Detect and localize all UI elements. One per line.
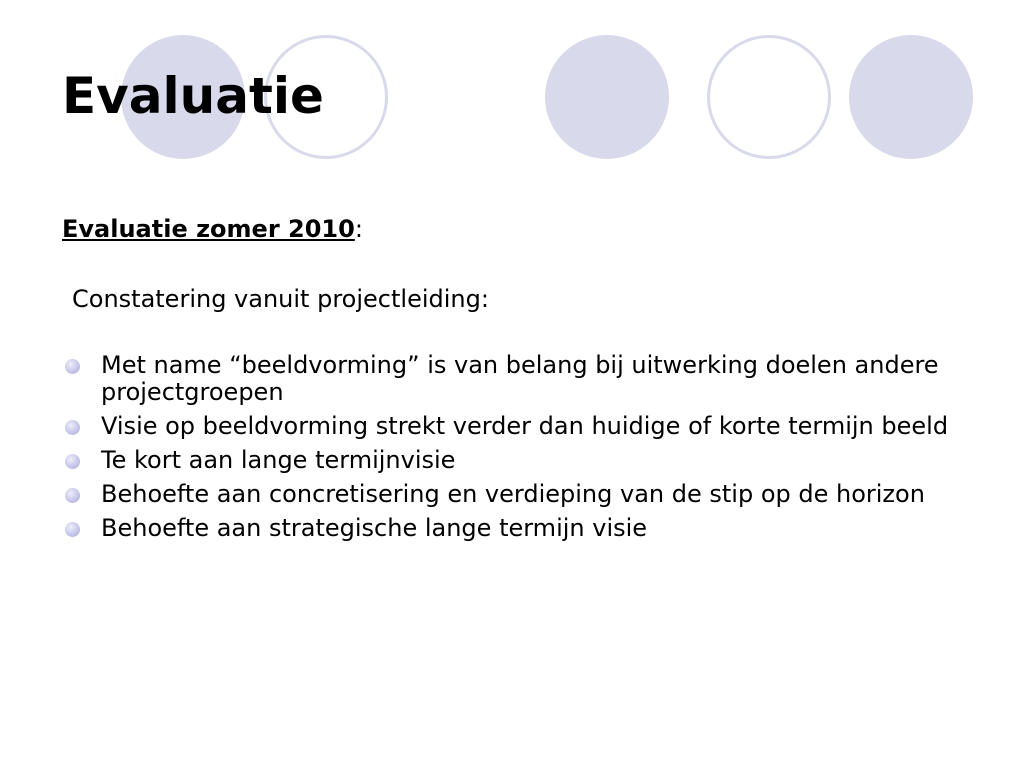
decorative-circle-filled — [849, 35, 973, 159]
bullet-item — [62, 447, 992, 474]
slide-title: Evaluatie — [62, 67, 324, 125]
bullet-text: Behoefte aan concretisering en verdieping van de stip op de horizon — [101, 480, 925, 508]
bullet-item — [62, 515, 992, 542]
bullet-text: Behoefte aan strategische lange termijn visie — [101, 514, 648, 542]
bullet-text: Met name “beeldvorming” is van belang bij uitwerking doelen andere projectgroepen — [101, 351, 939, 406]
decorative-circle-outline — [707, 35, 831, 159]
bullet-dot-icon — [65, 454, 80, 469]
bullet-text: Visie op beeldvorming strekt verder dan huidige of korte termijn beeld — [101, 412, 949, 440]
intro-text: Constatering vanuit projectleiding: — [72, 285, 489, 313]
bullet-dot-icon — [65, 522, 80, 537]
bullet-item — [62, 481, 992, 508]
bullet-dot-icon — [65, 359, 80, 374]
decorative-circle-filled — [545, 35, 669, 159]
section-heading-suffix: : — [354, 215, 363, 243]
bullet-dot-icon — [65, 488, 80, 503]
bullet-list — [62, 352, 992, 549]
bullet-item — [62, 413, 992, 440]
bullet-dot-icon — [65, 420, 80, 435]
section-heading — [62, 213, 363, 245]
section-heading-text: Evaluatie zomer 2010 — [62, 215, 355, 243]
bullet-text: Te kort aan lange termijnvisie — [101, 446, 456, 474]
bullet-item — [62, 352, 992, 406]
